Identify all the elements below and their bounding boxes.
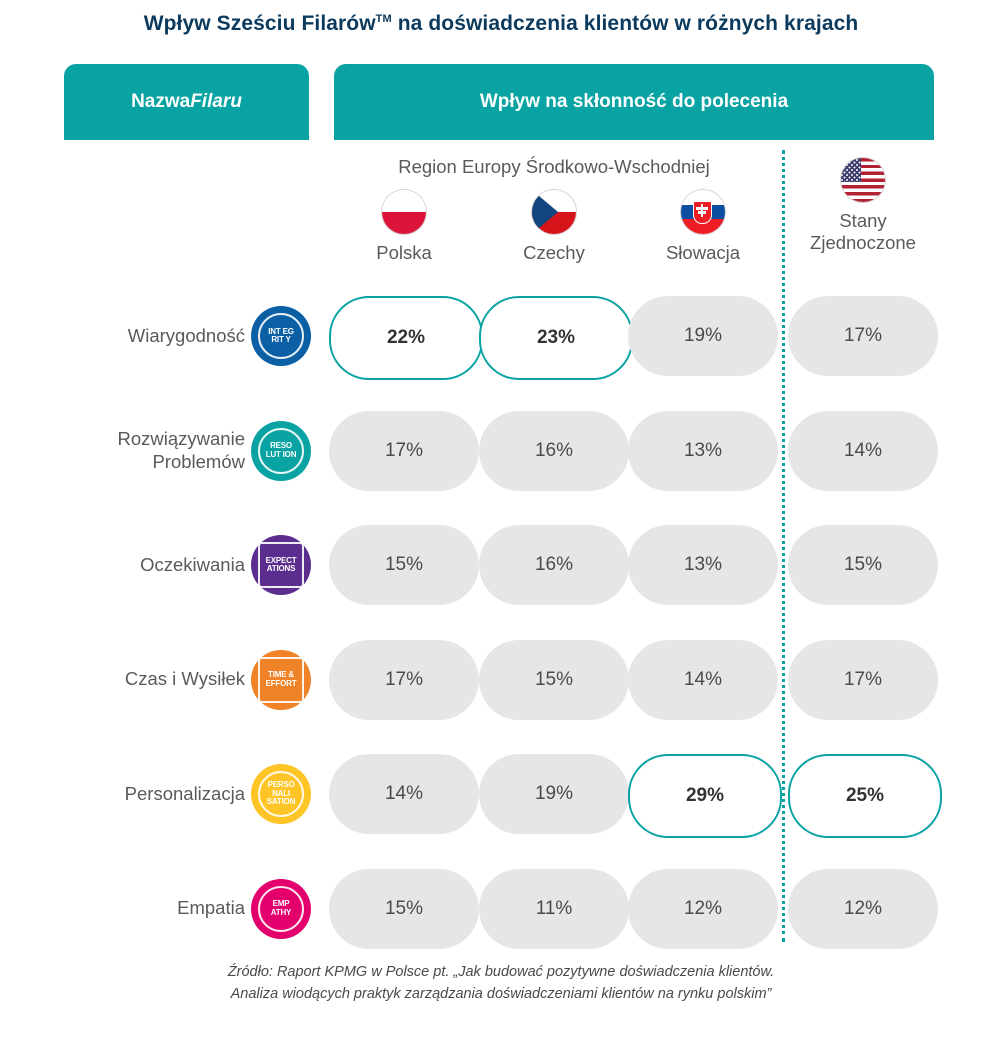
column-label-poland: Polska <box>376 242 432 263</box>
pillar-icon-integrity <box>251 306 311 366</box>
header-pillar-name-pre: Nazwa <box>131 91 191 112</box>
cell-value: 14% <box>628 640 778 720</box>
cell-value: 22% <box>329 296 483 380</box>
cell-value: 11% <box>479 869 629 949</box>
pillar-icon-resolution <box>251 421 311 481</box>
cell-value: 19% <box>479 754 629 834</box>
header-pillar-name-em: Filaru <box>190 91 242 112</box>
cell-value: 12% <box>788 869 938 949</box>
cell-value: 13% <box>628 411 778 491</box>
cell-value: 17% <box>788 296 938 376</box>
flag-czechia-icon <box>532 190 576 234</box>
flag-usa-wrap <box>788 158 938 202</box>
column-header-czechia <box>479 190 629 264</box>
cell-value: 17% <box>329 640 479 720</box>
column-label-usa-line1: Stany <box>839 210 887 231</box>
row-label-czas-i-wysilek: Czas i Wysiłek <box>124 668 245 690</box>
cell-value: 17% <box>788 640 938 720</box>
header-impact: Wpływ na skłonność do polecenia <box>334 64 934 140</box>
source-line-2: Analiza wiodących praktyk zarządzania doświadczeniami klientów na rynku polskim” <box>230 985 772 1002</box>
row-label-line1: Rozwiązywanie <box>117 428 245 450</box>
page-title <box>0 0 1002 36</box>
pillar-icon-time-and-effort <box>251 650 311 710</box>
cell-value: 25% <box>788 754 942 838</box>
table-row <box>0 411 1002 526</box>
pillar-icon-time-and-effort-label: TIME & EFFORT <box>258 657 304 703</box>
column-label-slovakia: Słowacja <box>665 242 741 263</box>
column-header-slovakia <box>628 190 778 264</box>
cell-value: 12% <box>628 869 778 949</box>
flag-slovakia-wrap <box>628 190 778 234</box>
flag-poland-icon <box>382 190 426 234</box>
column-headers <box>0 148 1002 288</box>
header-pillar-name <box>64 64 309 140</box>
cell-value: 14% <box>788 411 938 491</box>
column-header-poland <box>329 190 479 264</box>
data-rows <box>0 296 1002 983</box>
region-label: Region Europy Środkowo-Wschodniej <box>398 156 710 177</box>
cell-value: 17% <box>329 411 479 491</box>
pillar-icon-integrity-label: INT EG RIT Y <box>258 313 304 359</box>
pillar-icon-resolution-label: RESO LUT ION <box>258 428 304 474</box>
row-label-line2: Problemów <box>152 450 245 472</box>
cell-value: 15% <box>788 525 938 605</box>
trademark-mark: TM <box>375 13 392 25</box>
row-label-wiarygodnosc: Wiarygodność <box>127 324 245 346</box>
row-label-rozwiazywanie-problemow <box>30 411 245 491</box>
table-row <box>0 296 1002 411</box>
flag-czechia-wrap <box>479 190 629 234</box>
flag-usa-icon <box>841 158 885 202</box>
cell-value: 19% <box>628 296 778 376</box>
cell-value: 16% <box>479 411 629 491</box>
column-label-czechia: Czechy <box>523 242 585 263</box>
column-label-usa-line2: Zjednoczone <box>810 231 916 253</box>
pillar-icon-expectations-label: EXPECT ATIONS <box>258 542 304 588</box>
cell-value: 29% <box>628 754 782 838</box>
cell-value: 15% <box>329 525 479 605</box>
table-row <box>0 525 1002 640</box>
cell-value: 23% <box>479 296 633 380</box>
row-label-personalizacja: Personalizacja <box>124 782 245 804</box>
pillar-icon-empathy-label: EMP ATHY <box>258 886 304 932</box>
cell-value: 16% <box>479 525 629 605</box>
row-label-oczekiwania: Oczekiwania <box>140 553 245 575</box>
pillar-icon-empathy <box>251 879 311 939</box>
source-line-1: Źródło: Raport KPMG w Polsce pt. „Jak budować pozytywne doświadczenia klientów. <box>227 964 775 980</box>
cell-value: 14% <box>329 754 479 834</box>
page-title-main: Wpływ Sześciu Filarów <box>143 12 376 35</box>
flag-slovakia-icon <box>681 190 725 234</box>
pillar-icon-personalisation-label: PERSO NALI SATION <box>258 771 304 817</box>
header-bars <box>0 64 1002 140</box>
table-row <box>0 640 1002 755</box>
column-header-usa <box>788 158 938 254</box>
cell-value: 15% <box>479 640 629 720</box>
pillar-icon-expectations <box>251 535 311 595</box>
pillar-icon-personalisation <box>251 764 311 824</box>
table-row <box>0 754 1002 869</box>
cell-value: 13% <box>628 525 778 605</box>
flag-poland-wrap <box>329 190 479 234</box>
source-note <box>0 962 1002 1006</box>
cell-value: 15% <box>329 869 479 949</box>
page-title-tail: na doświadczenia klientów w różnych krajach <box>391 12 859 35</box>
row-label-empatia: Empatia <box>177 897 245 919</box>
